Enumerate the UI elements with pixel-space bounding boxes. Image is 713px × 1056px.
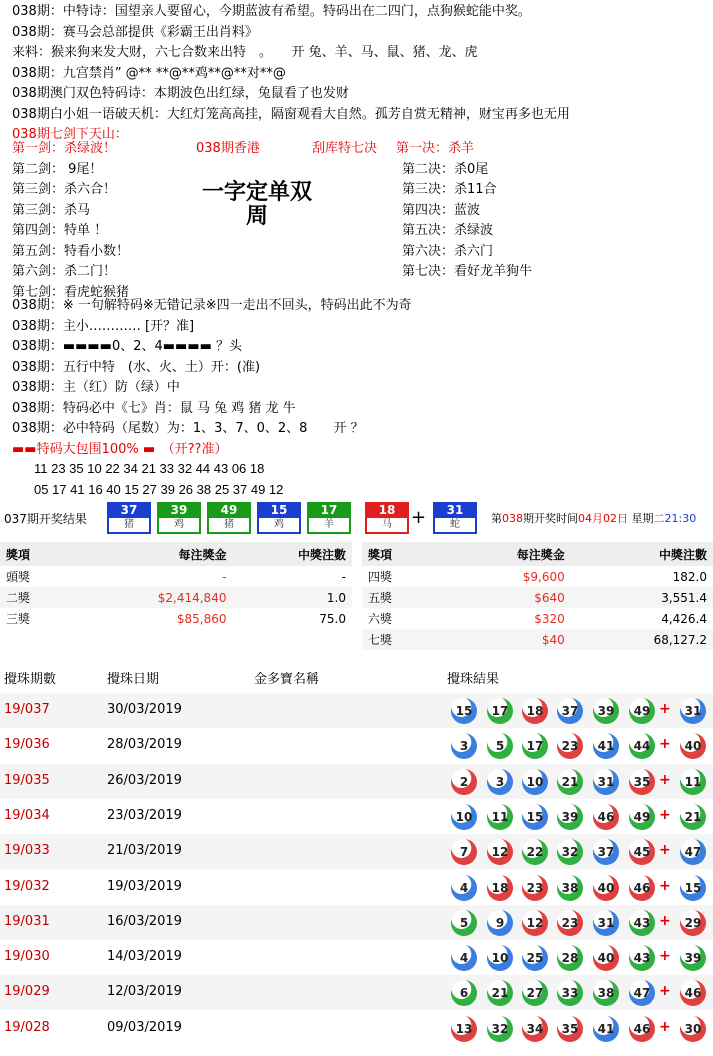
number-ball: 17 <box>487 698 513 724</box>
number-ball: 12 <box>487 839 513 865</box>
prize-row <box>362 587 713 608</box>
prize-amount: $85,860 <box>176 611 227 626</box>
history-row <box>0 905 713 940</box>
hk-header-2: 刮库特七决 <box>312 141 378 156</box>
number-ball: 13 <box>451 1016 477 1042</box>
number-ball: 35 <box>557 1016 583 1042</box>
number-ball: 35 <box>629 769 655 795</box>
numbers-row-1: 11 23 35 10 22 34 21 33 32 44 43 06 18 <box>34 461 265 476</box>
number-ball: 18 <box>522 698 548 724</box>
draw-date: 23/03/2019 <box>107 807 182 823</box>
special-number-ball: 15 <box>680 875 706 901</box>
number-ball: 41 <box>593 1016 619 1042</box>
number-ball: 43 <box>629 945 655 971</box>
number-ball: 12 <box>522 910 548 936</box>
prize-count: 75.0 <box>319 611 346 626</box>
text-line: 038期：必中特码（尾数）为：1、3、7、0、2、8 开 ？ <box>12 421 364 436</box>
sword-line: 第七剑：看虎蛇猴猪 <box>12 284 130 300</box>
draw-issue: 19/037 <box>4 702 50 717</box>
prize-row <box>0 608 352 629</box>
special-ball <box>433 502 477 534</box>
draw-date: 12/03/2019 <box>107 984 182 1000</box>
prize-name: 頭獎 <box>6 570 31 584</box>
draw-issue: 19/032 <box>4 878 50 894</box>
history-header <box>0 664 713 690</box>
sword-line: 第四剑：特单 ！ <box>12 223 108 238</box>
number-ball: 6 <box>451 980 477 1006</box>
number-ball: 33 <box>557 980 583 1006</box>
number-ball: 32 <box>557 839 583 865</box>
prize-header: 中獎注數 <box>571 542 713 566</box>
number-ball: 3 <box>451 733 477 759</box>
number-ball: 45 <box>629 839 655 865</box>
info-time: 21:30 <box>664 512 697 525</box>
number-ball: 39 <box>593 698 619 724</box>
plus-sign: + <box>659 948 671 965</box>
draw-date: 21/03/2019 <box>107 843 182 859</box>
next-draw-info <box>491 510 696 526</box>
history-row <box>0 693 713 728</box>
draw-date: 19/03/2019 <box>107 878 182 894</box>
result-ball <box>307 502 351 534</box>
prize-amount: - <box>222 569 227 584</box>
text-line: 038期：主（红）防（绿）中 <box>12 380 180 395</box>
col-name: 金多寶名稱 <box>254 672 320 687</box>
ball-number: 18 <box>378 503 396 517</box>
history-row <box>0 1011 713 1046</box>
history-row <box>0 940 713 975</box>
draw-issue: 19/033 <box>4 843 50 859</box>
number-ball: 10 <box>522 769 548 795</box>
draw-issue: 19/036 <box>4 737 50 753</box>
text-line: 038期：九宫禁肖” @** **@**鸡**@**对**@ <box>12 65 286 81</box>
number-ball: 5 <box>487 733 513 759</box>
number-ball: 18 <box>487 875 513 901</box>
numbers-row-2: 05 17 41 16 40 15 27 39 26 38 25 37 49 12 <box>34 482 284 497</box>
ball-zodiac: 蛇 <box>435 518 475 532</box>
ball-number: 37 <box>120 503 138 517</box>
draw-issue: 19/030 <box>4 949 50 965</box>
special-number-ball: 31 <box>680 698 706 724</box>
prize-header: 每注獎金 <box>72 542 233 566</box>
history-row <box>0 728 713 763</box>
special-number-ball: 47 <box>680 839 706 865</box>
number-ball: 31 <box>593 910 619 936</box>
prize-count: 4,426.4 <box>661 611 707 626</box>
draw-date: 30/03/2019 <box>107 702 182 717</box>
prize-header: 獎項 <box>0 542 72 566</box>
jue-line: 第五决：杀绿波 <box>402 223 494 238</box>
text-line: 038期：主小………… [开？准] <box>12 318 195 334</box>
history-row <box>0 764 713 799</box>
text-line: ▬▬特码大包围100% ▬ （开??准） <box>12 441 228 457</box>
result-ball <box>157 502 201 534</box>
special-number-ball: 21 <box>680 804 706 830</box>
result-title: 037期开奖结果 <box>4 512 87 526</box>
plus-sign: + <box>659 736 671 753</box>
special-number-ball: 40 <box>680 733 706 759</box>
result-bar <box>0 502 713 534</box>
prize-name: 五獎 <box>362 587 440 608</box>
number-ball: 23 <box>522 875 548 901</box>
prize-header: 每注獎金 <box>440 542 570 566</box>
number-ball: 46 <box>593 804 619 830</box>
text-line: 038期：赛马会总部提供《彩霸王出肖料》 <box>12 24 258 40</box>
draw-issue: 19/031 <box>4 913 50 929</box>
jue-line: 第七决：看好龙羊狗牛 <box>402 264 533 279</box>
number-ball: 40 <box>593 945 619 971</box>
number-ball: 4 <box>451 875 477 901</box>
plus-sign: + <box>659 983 671 1000</box>
prize-count: 1.0 <box>232 587 352 608</box>
prize-row <box>362 608 713 629</box>
number-ball: 7 <box>451 839 477 865</box>
ball-zodiac: 鸡 <box>259 518 299 532</box>
ball-number: 39 <box>170 503 188 517</box>
jue-line: 第三决：杀11合 <box>402 182 497 197</box>
text-line: 来料：猴来狗来发大财，六七合数来出特 。 开 兔、羊、马、鼠、猪、龙、虎 <box>12 45 478 60</box>
plus-sign: + <box>659 842 671 859</box>
prize-header: 中獎注數 <box>232 542 352 566</box>
ball-zodiac: 猪 <box>109 518 149 532</box>
number-ball: 27 <box>522 980 548 1006</box>
result-ball <box>107 502 151 534</box>
number-ball: 15 <box>522 804 548 830</box>
text-line: 038期澳门双色特码诗：本期波色出红绿，兔鼠看了也发财 <box>12 86 349 101</box>
number-ball: 39 <box>557 804 583 830</box>
number-ball: 40 <box>593 875 619 901</box>
text-line: 038期：▬▬▬▬0、2、4▬▬▬▬ ？头 <box>12 339 243 354</box>
draw-issue: 19/029 <box>4 984 50 1000</box>
ball-zodiac: 羊 <box>309 518 349 532</box>
ball-zodiac: 马 <box>367 518 407 532</box>
ball-number: 15 <box>270 503 288 517</box>
result-ball <box>207 502 251 534</box>
result-ball <box>365 502 409 534</box>
history-row <box>0 834 713 869</box>
sword-line: 第一剑：杀绿波！ <box>12 141 117 156</box>
draw-date: 28/03/2019 <box>107 737 182 753</box>
number-ball: 25 <box>522 945 548 971</box>
info-issue: 038 <box>502 512 523 525</box>
prize-row <box>0 587 352 608</box>
prize-count: - <box>341 569 346 584</box>
jue-line: 第二决：杀0尾 <box>402 161 489 177</box>
number-ball: 37 <box>593 839 619 865</box>
number-ball: 23 <box>557 733 583 759</box>
number-ball: 10 <box>451 804 477 830</box>
big-title: 一字定单双周 <box>201 179 312 229</box>
number-ball: 31 <box>593 769 619 795</box>
prize-name: 二獎 <box>0 587 72 608</box>
sword-line: 第三剑：杀马 <box>12 202 91 218</box>
special-number-ball: 29 <box>680 910 706 936</box>
plus-sign: + <box>411 507 427 528</box>
number-ball: 32 <box>487 1016 513 1042</box>
ball-zodiac: 鸡 <box>159 518 199 532</box>
ball-zodiac: 猪 <box>209 518 249 532</box>
text-line: 038期七剑下天山： <box>12 127 128 142</box>
info-label: 期开奖时间 <box>523 512 578 525</box>
number-ball: 38 <box>557 875 583 901</box>
number-ball: 28 <box>557 945 583 971</box>
jue-line: 第一决：杀羊 <box>396 141 475 156</box>
draw-issue: 19/034 <box>4 807 50 823</box>
text-line: 038期：特码必中《七》肖：鼠 马 兔 鸡 猪 龙 牛 <box>12 400 296 416</box>
number-ball: 38 <box>593 980 619 1006</box>
result-ball <box>257 502 301 534</box>
prize-count: 68,127.2 <box>571 629 713 650</box>
text-line: 038期白小姐一语破天机：大红灯笼高高挂，隔窗观看大自然。孤芳自赏无精神，财宝再多也无用 <box>12 106 570 122</box>
prize-row <box>362 566 713 587</box>
prize-amount: $640 <box>440 587 570 608</box>
number-ball: 15 <box>451 698 477 724</box>
prize-count: 3,551.4 <box>571 587 713 608</box>
number-ball: 5 <box>451 910 477 936</box>
plus-sign: + <box>659 771 671 788</box>
info-date: 04月02日 <box>578 512 628 525</box>
number-ball: 4 <box>451 945 477 971</box>
prize-name: 三獎 <box>6 612 31 626</box>
number-ball: 21 <box>487 980 513 1006</box>
number-ball: 23 <box>557 910 583 936</box>
plus-sign: + <box>659 701 671 717</box>
number-ball: 41 <box>593 733 619 759</box>
sword-line: 第五剑：特看小数！ <box>12 243 130 259</box>
special-number-ball: 11 <box>680 769 706 795</box>
prize-table-left <box>0 542 352 629</box>
sword-line: 第三剑：杀六合！ <box>12 182 117 197</box>
number-ball: 46 <box>629 875 655 901</box>
prize-name: 七獎 <box>362 629 440 650</box>
prize-table-right <box>362 542 713 650</box>
number-ball: 37 <box>557 698 583 724</box>
plus-sign: + <box>659 1018 671 1035</box>
number-ball: 11 <box>487 804 513 830</box>
sword-line: 第六剑：杀二门！ <box>12 264 117 279</box>
sword-line: 第二剑： 9尾！ <box>12 161 103 177</box>
plus-sign: + <box>659 806 671 823</box>
info-week-label: 星期 <box>628 512 654 525</box>
draw-issue: 19/035 <box>4 772 50 788</box>
special-number-ball: 30 <box>680 1016 706 1042</box>
col-result: 攪珠結果 <box>447 672 500 687</box>
number-ball: 17 <box>522 733 548 759</box>
number-ball: 9 <box>487 910 513 936</box>
number-ball: 47 <box>629 980 655 1006</box>
prize-amount: $320 <box>534 611 565 626</box>
info-prefix: 第 <box>491 512 502 525</box>
number-ball: 22 <box>522 839 548 865</box>
draw-date: 14/03/2019 <box>107 949 182 965</box>
number-ball: 34 <box>522 1016 548 1042</box>
hk-header: 038期香港 <box>196 141 260 156</box>
number-ball: 46 <box>629 1016 655 1042</box>
prize-name: 六獎 <box>368 612 393 626</box>
prize-header: 獎項 <box>362 542 440 566</box>
plus-sign: + <box>659 912 671 929</box>
special-number-ball: 46 <box>680 980 706 1006</box>
draw-date: 26/03/2019 <box>107 772 182 788</box>
number-ball: 44 <box>629 733 655 759</box>
prize-count: 182.0 <box>672 569 707 584</box>
number-ball: 43 <box>629 910 655 936</box>
prize-name: 四獎 <box>368 570 393 584</box>
prize-amount: $2,414,840 <box>72 587 233 608</box>
plus-sign: + <box>659 877 671 894</box>
prize-amount: $40 <box>440 629 570 650</box>
text-line: 038期：中特诗：国望亲人要留心，今期蓝波有希望。特码出在二四门，点狗猴蛇能中奖。 <box>12 4 531 19</box>
history-row <box>0 870 713 905</box>
number-ball: 10 <box>487 945 513 971</box>
draw-date: 09/03/2019 <box>107 1019 182 1035</box>
col-issue: 攪珠期數 <box>4 672 57 687</box>
info-weekday: 二 <box>653 512 665 525</box>
draw-date: 16/03/2019 <box>107 913 182 929</box>
number-ball: 49 <box>629 804 655 830</box>
ball-number: 31 <box>446 503 464 517</box>
text-line: 038期：※ 一句解特码※无错记录※四一走出不回头，特码出此不为奇 <box>12 298 412 313</box>
prize-row <box>362 629 713 650</box>
special-number-ball: 39 <box>680 945 706 971</box>
draw-issue: 19/028 <box>4 1019 50 1035</box>
number-ball: 3 <box>487 769 513 795</box>
jue-line: 第四决：蓝波 <box>402 202 481 218</box>
number-ball: 49 <box>629 698 655 724</box>
jue-line: 第六决：杀六门 <box>402 243 494 259</box>
col-date: 攪珠日期 <box>107 672 160 687</box>
ball-number: 49 <box>220 503 238 517</box>
number-ball: 2 <box>451 769 477 795</box>
number-ball: 21 <box>557 769 583 795</box>
ball-number: 17 <box>320 503 338 517</box>
prize-amount: $9,600 <box>522 569 565 584</box>
history-row <box>0 975 713 1010</box>
text-line: 038期：五行中特 (水、火、土）开：(准) <box>12 359 261 375</box>
prize-row <box>0 566 352 587</box>
history-row <box>0 799 713 834</box>
